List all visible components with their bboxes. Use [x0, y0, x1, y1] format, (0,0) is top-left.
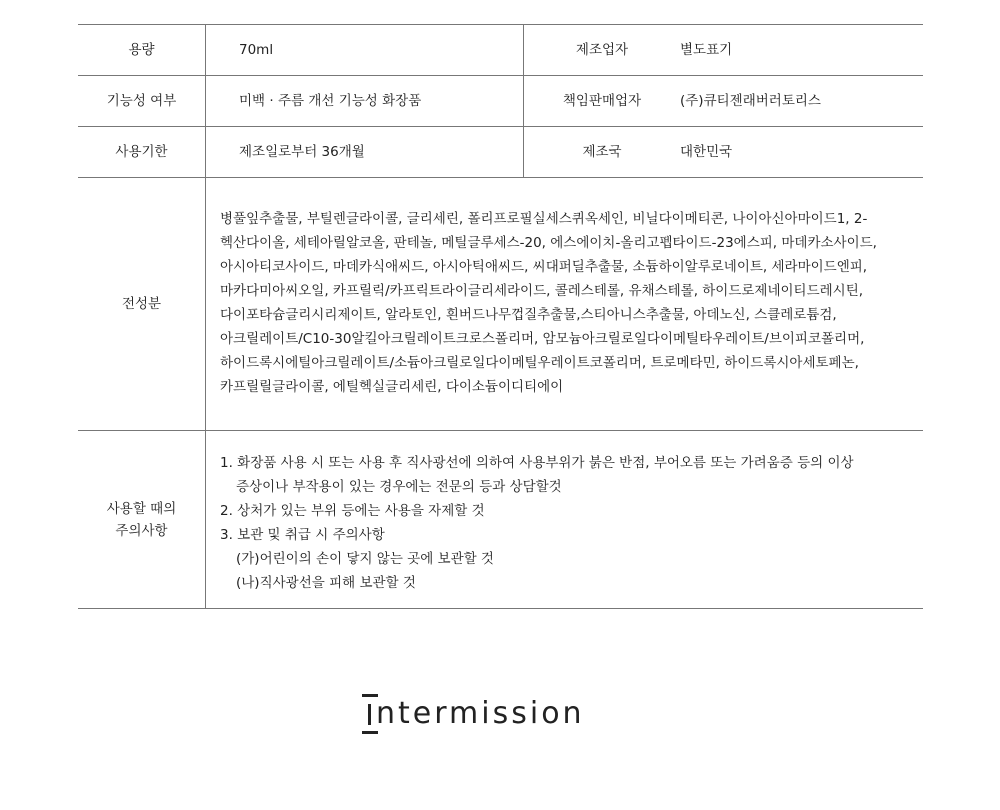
caution-item: (나)직사광선을 피해 보관할 것: [236, 575, 416, 591]
expiry-value: 제조일로부터 36개월: [206, 127, 524, 177]
ingredients-value: 병풀잎추출물, 부틸렌글라이콜, 글리세린, 폴리프로필실세스퀴옥세인, 비닐다이메티콘, 나이아신아마이드1, 2-헥산다이올, 세테아릴알코올, 판테놀, 메틸글루세스-20, 에스에이치-올리고펩타이드-23에스피, 마데카소사이드, 아시아티코사이드, 마데카식애씨드, 아시아틱애씨드, 씨대퍼딜추출물, 소듐하이알루로네이트, 세라마이드엔피, 마카다미아씨오일, 카프릴릭/카프릭트라이글리세라이드, 콜레스테롤, 유채스테롤, 하이드로제네이티드레시틴, 다이포타슘글리시리제이트, 알라토인, 흰버드나무껍질추출물,스티아니스추출물, 아데노신, 스클레로튬검, 아크릴레이트/C10-30알킬아크릴레이트크로스폴리머, 암모늄아크릴로일다이메틸타우레이트/브이피코폴리머, 하이드록시에틸아크릴레이트/소듐아크릴로일다이메틸우레이트코폴리머, 트로메타민, 하이드록시아세토페논, 카프릴릴글라이콜, 에틸헥실글리세린, 다이소듐이디티에이: [220, 211, 877, 395]
brand-logo: [362, 694, 634, 742]
caution-item: 증상이나 부작용이 있는 경우에는 전문의 등과 상담할것: [236, 479, 562, 495]
caution-label: [78, 431, 206, 608]
function-label: 기능성 여부: [78, 76, 206, 126]
manufacturer-label: 제조업자: [575, 42, 629, 58]
volume-label: 용량: [78, 25, 206, 75]
caution-list: [206, 431, 923, 608]
spec-row-expiry: [78, 127, 923, 178]
distributor-label: 책임판매업자: [562, 93, 642, 109]
function-value: 미백 · 주름 개선 기능성 화장품: [206, 76, 524, 126]
distributor-value: (주)큐티젠래버러토리스: [680, 93, 821, 109]
product-spec-table: [78, 24, 923, 609]
volume-value: 70ml: [206, 25, 524, 75]
logo-text: ntermission: [376, 696, 585, 731]
country-label: 제조국: [582, 144, 622, 160]
country-value: 대한민국: [680, 144, 733, 160]
caution-item: (가)어린이의 손이 닿지 않는 곳에 보관할 것: [236, 551, 494, 567]
ingredients-label: 전성분: [78, 178, 206, 430]
caution-label-line1: 사용할 때의: [106, 500, 177, 517]
caution-item: 3. 보관 및 취급 시 주의사항: [220, 527, 385, 543]
logo-i-stem: [368, 704, 371, 725]
spec-row-ingredients: [78, 178, 923, 431]
spec-row-function: [78, 76, 923, 127]
expiry-label: 사용기한: [78, 127, 206, 177]
manufacturer-value: 별도표기: [680, 42, 733, 58]
caution-item: 1. 화장품 사용 시 또는 사용 후 직사광선에 의하여 사용부위가 붉은 반점, 부어오름 또는 가려움증 등의 이상: [220, 455, 854, 471]
caution-item: 2. 상처가 있는 부위 등에는 사용을 자제할 것: [220, 503, 485, 519]
spec-row-caution: [78, 431, 923, 609]
spec-row-volume: [78, 25, 923, 76]
caution-label-line2: 주의사항: [115, 522, 168, 539]
